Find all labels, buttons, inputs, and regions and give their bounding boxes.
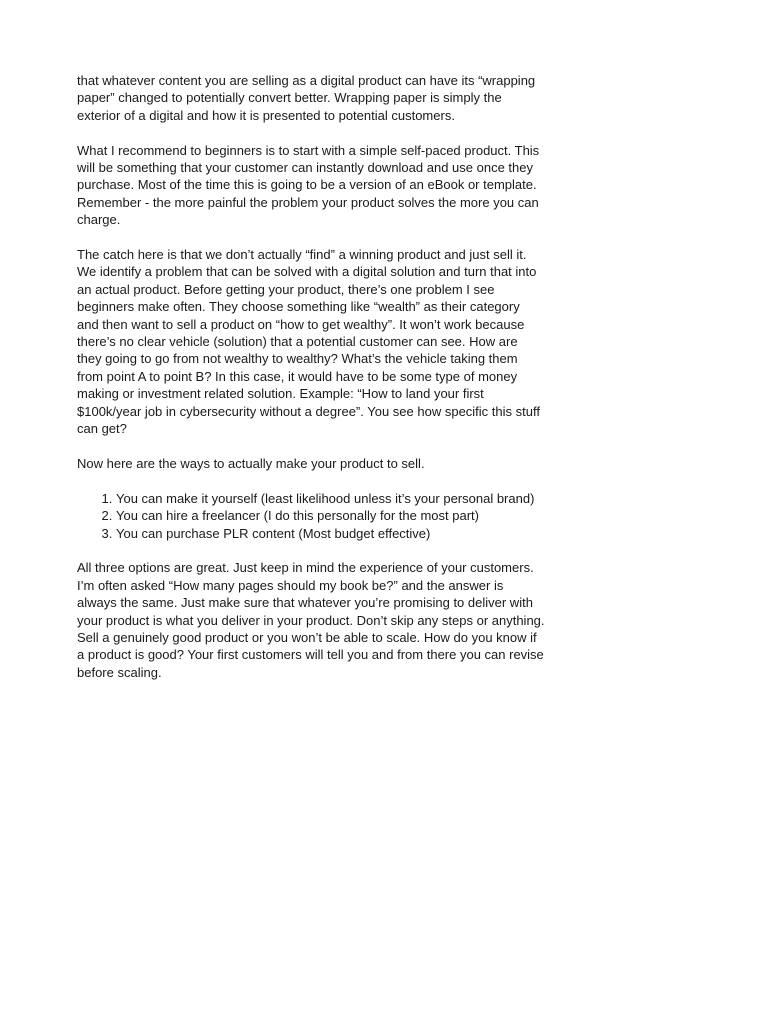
text-line: Remember - the more painful the problem your product solves the more you can [77, 194, 539, 210]
text-line: charge. [77, 212, 121, 228]
text-line: What I recommend to beginners is to start with a simple self-paced product. This [77, 142, 540, 158]
text-line: I’m often asked “How many pages should my book be?” and the answer is [77, 577, 504, 593]
text-line: beginners make often. They choose something like “wealth” as their category [77, 299, 520, 315]
text-line: All three options are great. Just keep in mind the experience of your customers. [77, 560, 534, 576]
text-line: $100k/year job in cybersecurity without a degree”. You see how specific this stuff [77, 403, 540, 419]
text-line: from point A to point B? In this case, it would have to be some type of money [77, 368, 518, 384]
text-line: The catch here is that we don’t actually “find” a winning product and just sell it. [77, 247, 527, 263]
text-line: before scaling. [77, 664, 162, 680]
paragraph-ways-to-make [77, 455, 597, 472]
text-line: your product is what you deliver in your product. Don’t skip any steps or anything. [77, 612, 545, 628]
list-item: 3. You can purchase PLR content (Most budget effective) [116, 525, 597, 542]
text-line: Sell a genuinely good product or you won’t be able to scale. How do you know if [77, 629, 537, 645]
text-line: that whatever content you are selling as a digital product can have its “wrapping [77, 73, 536, 88]
text-line: always the same. Just make sure that whatever you’re promising to deliver with [77, 595, 533, 611]
paragraph-the-catch [77, 246, 597, 437]
text-line: there’s no clear vehicle (solution) that a potential customer can see. How are [77, 334, 518, 350]
document-body [77, 72, 597, 699]
paragraph-wrapping-paper [77, 72, 597, 124]
text-line: a product is good? Your first customers will tell you and from there you can revise [77, 647, 544, 663]
text-line: exterior of a digital and how it is presented to potential customers. [77, 107, 455, 123]
paragraph-closing [77, 559, 597, 681]
text-line: purchase. Most of the time this is going to be a version of an eBook or template. [77, 177, 537, 193]
text-line: Now here are the ways to actually make your product to sell. [77, 455, 425, 471]
text-line: will be something that your customer can instantly download and use once they [77, 160, 533, 176]
numbered-list [77, 490, 597, 542]
text-line: paper” changed to potentially convert better. Wrapping paper is simply the [77, 90, 502, 106]
text-line: making or investment related solution. Example: “How to land your first [77, 386, 484, 402]
text-line: an actual product. Before getting your product, there’s one problem I see [77, 281, 495, 297]
text-line: and then want to sell a product on “how to get wealthy”. It won’t work because [77, 316, 525, 332]
list-item: 1. You can make it yourself (least likelihood unless it’s your personal brand) [116, 490, 597, 507]
list-item: 2. You can hire a freelancer (I do this personally for the most part) [116, 507, 597, 524]
text-line: We identify a problem that can be solved with a digital solution and turn that into [77, 264, 537, 280]
text-line: they going to go from not wealthy to wealthy? What’s the vehicle taking them [77, 351, 518, 367]
paragraph-beginner-recommendation [77, 142, 597, 229]
text-line: can get? [77, 421, 127, 437]
